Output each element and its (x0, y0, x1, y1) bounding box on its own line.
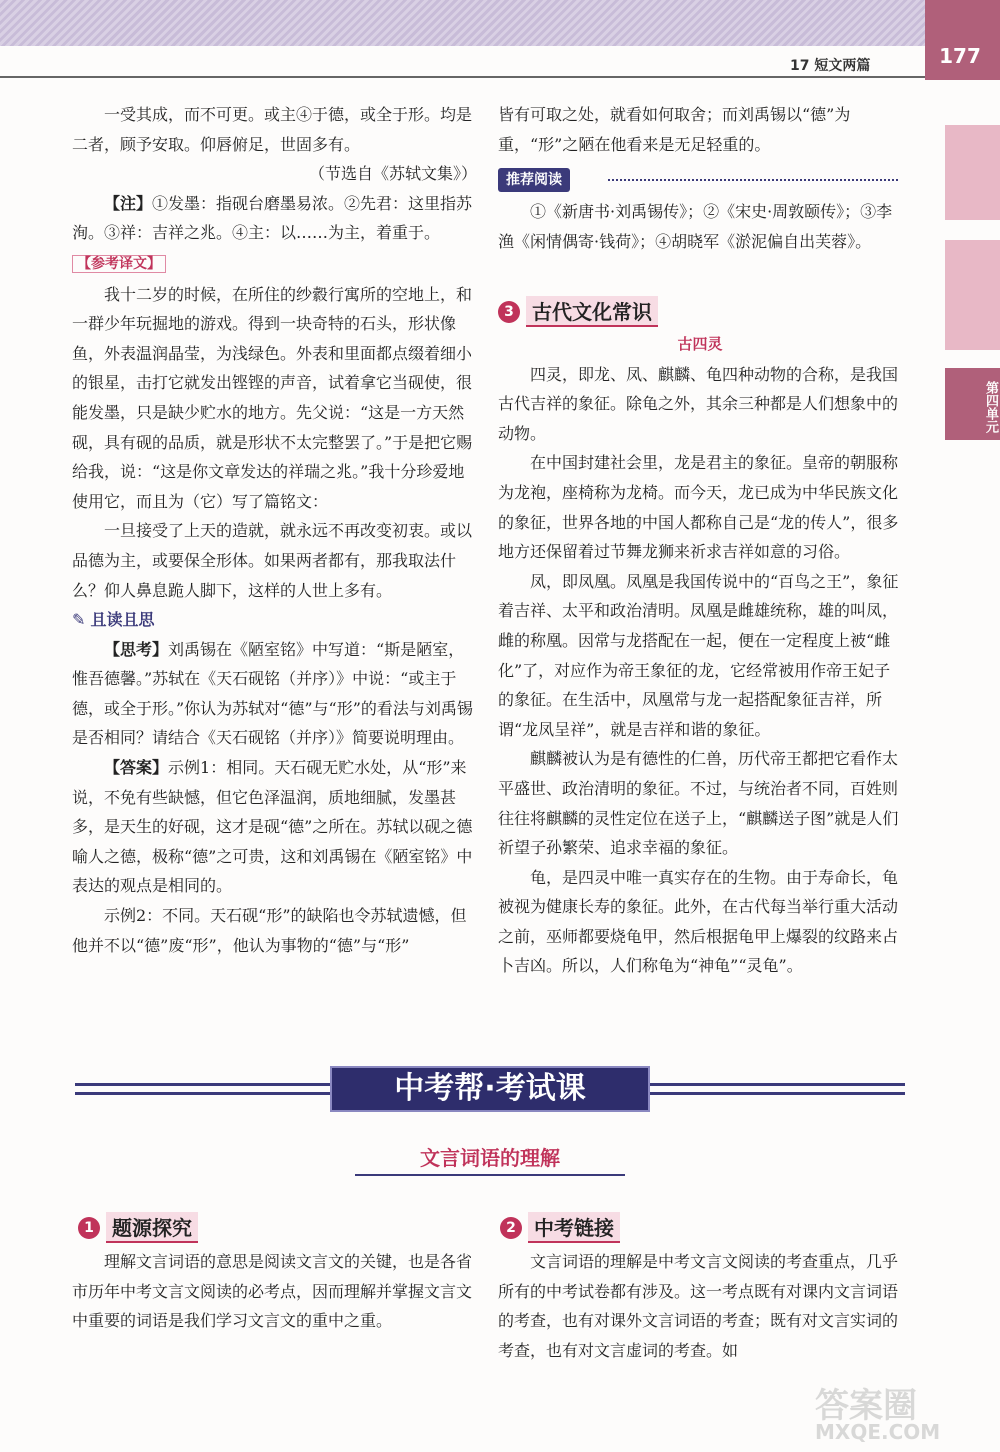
recommended-reading-list: ①《新唐书·刘禹锡传》；②《宋史·周敦颐传》；③李渔《闲情偶寄·钱荷》；④胡晓军《淤泥偏自出芙蓉》。 (498, 202, 893, 251)
section-3-number: 3 (498, 301, 520, 323)
source-citation: （节选自《苏轼文集》） (308, 164, 477, 184)
topic-title-rule (355, 1174, 625, 1176)
side-tab-1 (945, 125, 1000, 220)
reference-label: 【参考译文】 (72, 255, 166, 273)
section-1-text: 理解文言词语的意思是阅读文言文的关键，也是各省市历年中考文言文阅读的必考点，因而理解并掌握文言文中重要的词语是我们学习文言文的重中之重。 (72, 1252, 473, 1331)
header-divider (0, 76, 925, 78)
recommended-reading-heading (498, 168, 902, 192)
translation-paragraph-2: 一旦接受了上天的造就，就永远不再改变初衷。或以品德为主，或要保全形体。如果两者都有，那我取法什么？仰人鼻息跪人脚下，这样的人世上多有。 (72, 521, 473, 600)
banner-title: 中考帮·考试课 (330, 1066, 650, 1112)
culture-paragraph-5: 龟，是四灵中唯一真实存在的生物。由于寿命长，龟被视为健康长寿的象征。此外，在古代每当举行重大活动之前，巫师都要烧龟甲，然后根据龟甲上爆裂的纹路来占卜吉凶。所以，人们称龟为“神龟”“灵龟”。 (498, 867, 899, 976)
question (72, 635, 477, 753)
section-2-body (498, 1247, 902, 1365)
header-band (0, 0, 925, 46)
culture-paragraph-1: 四灵，即龙、凤、麒麟、龟四种动物的合称，是我国古代吉祥的象征。除龟之外，其余三种都是人们想象中的动物。 (498, 364, 899, 443)
think-label: 且读且思 (90, 610, 155, 630)
left-column (72, 100, 477, 960)
section-2-text: 文言词语的理解是中考文言文阅读的考查重点，几乎所有的中考试卷都有涉及。这一考点既有对课内文言词语的考查，也有对课外文言词语的考查；既有对文言实词的考查，也有对文言虚词的考查。如 (498, 1252, 899, 1360)
section-3-heading (498, 296, 658, 327)
answer-text-2: 示例2：不同。天石砚“形”的缺陷也令苏轼遗憾，但他并不以“德”废“形”，他认为事物的“德”与“形” (72, 906, 467, 955)
culture-paragraph-4: 麒麟被认为是有德性的仁兽，历代帝王都把它看作太平盛世、政治清明的象征。不过，与统治者不同，百姓则往往将麒麟的灵性定位在送子上，“麒麟送子图”就是人们祈望子孙繁荣、追求幸福的象征。 (498, 749, 899, 858)
chapter-title: 17 短文两篇 (790, 58, 871, 74)
translation-paragraph-1: 我十二岁的时候，在所住的纱縠行寓所的空地上，和一群少年玩掘地的游戏。得到一块奇特的石头，形状像鱼，外表温润晶莹，为浅绿色。外表和里面都点缀着细小的银星，击打它就发出铿铿的声音，试着拿它当砚使，很能发墨，只是缺少贮水的地方。先父说：“这是一方天然砚，具有砚的品质，就是形状不太完整罢了。”于是把它赐给我，说：“这是你文章发达的祥瑞之兆。”我十分珍爱地使用它，而且为（它）写了篇铭文： (72, 284, 473, 511)
right-column-culture (498, 330, 902, 981)
side-tab-unit[interactable]: 第四单元 (945, 368, 1000, 440)
think-heading (72, 605, 477, 635)
section-1-title: 题源探究 (106, 1212, 198, 1243)
pencil-icon: ✎ (72, 610, 86, 630)
note-label: 【注】 (104, 193, 153, 213)
culture-subtitle: 古四灵 (677, 335, 723, 353)
section-2-number: 2 (500, 1217, 522, 1239)
page-number-box (925, 0, 1000, 80)
answer-continued: 皆有可取之处，就看如何取舍；而刘禹锡以“德”为重，“形”之陋在他看来是无足轻重的。 (498, 105, 851, 154)
section-1-heading (78, 1212, 198, 1243)
reference-label-row (72, 248, 477, 280)
notes (72, 189, 477, 248)
inscription-text: 一受其成，而不可更。或主④于德，或全于形。均是二者，顾予安取。仰唇俯足，世固多有。 (72, 105, 473, 154)
answer (72, 753, 477, 901)
question-label: 【思考】 (104, 639, 169, 659)
right-column-top (498, 100, 902, 159)
recommended-reading-rule (608, 179, 898, 181)
question-text: 刘禹锡在《陋室铭》中写道：“斯是陋室，惟吾德馨。”苏轼在《天石砚铭（并序）》中说：“或主于德，或全于形。”你认为苏轼对“德”与“形”的看法与刘禹锡是否相同？请结合《天石砚铭（并序）》简要说明理由。 (72, 639, 473, 748)
page-number: 177 (939, 44, 981, 68)
side-tab-2 (945, 240, 1000, 350)
right-column-mid (498, 197, 902, 256)
section-3-title: 古代文化常识 (526, 296, 658, 327)
culture-paragraph-3: 凤，即凤凰。凤凰是我国传说中的“百鸟之王”，象征着吉祥、太平和政治清明。凤凰是雌雄统称，雄的叫凤，雌的称凰。因常与龙搭配在一起，便在一定程度上被“雌化”了，对应作为帝王象征的龙，它经常被用作帝王妃子的象征。在生活中，凤凰常与龙一起搭配象征吉祥，所谓“龙凤呈祥”，就是吉祥和谐的象征。 (498, 571, 899, 739)
recommended-reading-label: 推荐阅读 (498, 168, 570, 192)
section-1-number: 1 (78, 1217, 100, 1239)
section-2-heading (500, 1212, 620, 1243)
culture-paragraph-2: 在中国封建社会里，龙是君主的象征。皇帝的朝服称为龙袍，座椅称为龙椅。而今天，龙已成为中华民族文化的象征，世界各地的中国人都称自己是“龙的传人”，很多地方还保留着过节舞龙狮来祈求吉祥如意的习俗。 (498, 453, 899, 562)
answer-text-1: 示例1：相同。天石砚无贮水处，从“形”来说，不免有些缺憾，但它色泽温润，质地细腻，发墨甚多，是天生的好砚，这才是砚“德”之所在。苏轼以砚之德喻人之德，极称“德”之可贵，这和刘禹锡在《陋室铭》中表达的观点是相同的。 (72, 758, 473, 896)
watermark-logo: 答案圈 (815, 1386, 917, 1426)
note-text: ①发墨：指砚台磨墨易浓。②先君：这里指苏洵。③祥：吉祥之兆。④主：以……为主，着重于。 (72, 193, 473, 243)
topic-title: 文言词语的理解 (420, 1146, 560, 1170)
exam-banner (75, 1066, 905, 1114)
watermark-url: MXQE.COM (815, 1420, 941, 1444)
section-1-body (72, 1247, 477, 1336)
answer-label: 【答案】 (104, 758, 169, 778)
section-2-title: 中考链接 (528, 1212, 620, 1243)
